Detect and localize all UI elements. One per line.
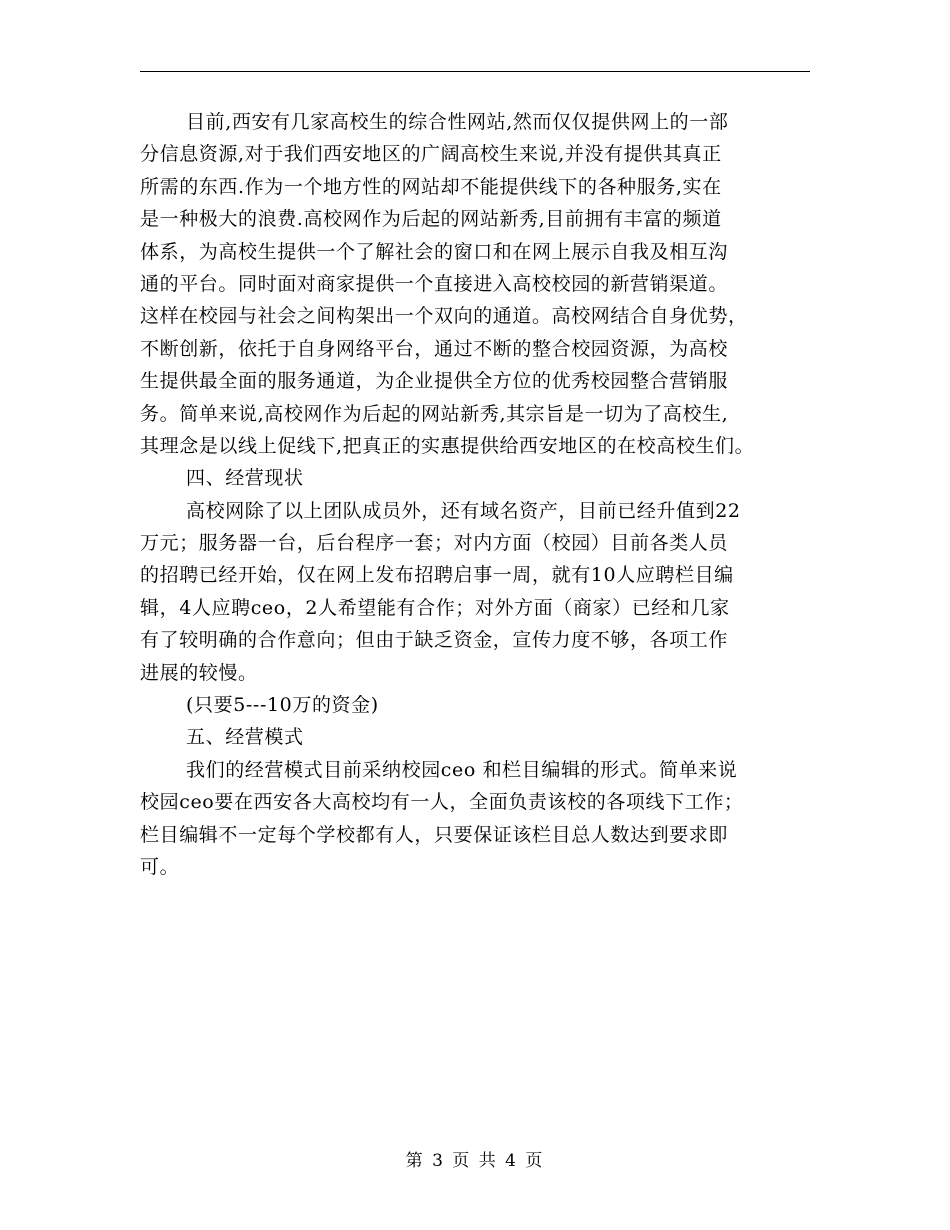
paragraph-line: 其理念是以线上促线下,把真正的实惠提供给西安地区的在校高校生们。 — [140, 434, 755, 457]
paragraph-line: 体系，为高校生提供一个了解社会的窗口和在网上展示自我及相互沟 — [140, 240, 729, 263]
paragraph-line: 不断创新，依托于自身网络平台，通过不断的整合校园资源，为高校 — [140, 337, 729, 360]
paragraph-line: 有了较明确的合作意向；但由于缺乏资金，宣传力度不够，各项工作 — [140, 629, 729, 652]
paragraph-line: 栏目编辑不一定每个学校都有人，只要保证该栏目总人数达到要求即 — [140, 823, 729, 846]
paragraph-line: 是一种极大的浪费.高校网作为后起的网站新秀,目前拥有丰富的频道 — [140, 208, 722, 231]
header-rule — [140, 71, 810, 72]
paragraph-line: 进展的较慢。 — [140, 661, 258, 684]
paragraph-line: 这样在校园与社会之间构架出一个双向的通道。高校网结合自身优势， — [140, 305, 748, 328]
paragraph-line: 辑，4人应聘ceo，2人希望能有合作；对外方面（商家）已经和几家 — [140, 596, 730, 619]
body-text — [140, 106, 820, 883]
funding-note: (只要5---10万的资金) — [186, 694, 379, 717]
paragraph-line: 通的平台。同时面对商家提供一个直接进入高校校园的新营销渠道。 — [140, 272, 729, 295]
page-number-footer: 第 3 页 共 4 页 — [405, 1151, 545, 1171]
paragraph-line: 可。 — [140, 855, 180, 878]
paragraph-line: 校园ceo要在西安各大高校均有一人，全面负责该校的各项线下工作； — [140, 791, 744, 814]
paragraph-line: 分信息资源,对于我们西安地区的广阔高校生来说,并没有提供其真正 — [140, 143, 722, 166]
paragraph-line: 目前,西安有几家高校生的综合性网站,然而仅仅提供网上的一部 — [186, 111, 729, 133]
paragraph-line: 万元；服务器一台，后台程序一套；对内方面（校园）目前各类人员 — [140, 532, 729, 555]
section-heading-operation-status: 四、经营现状 — [186, 467, 304, 490]
paragraph-line: 生提供最全面的服务通道，为企业提供全方位的优秀校园整合营销服 — [140, 370, 729, 393]
paragraph-line: 务。简单来说,高校网作为后起的网站新秀,其宗旨是一切为了高校生, — [140, 402, 729, 425]
paragraph-line: 所需的东西.作为一个地方性的网站却不能提供线下的各种服务,实在 — [140, 175, 722, 198]
paragraph-line: 高校网除了以上团队成员外，还有域名资产，目前已经升值到22 — [186, 499, 741, 522]
paragraph-line: 的招聘已经开始，仅在网上发布招聘启事一周，就有10人应聘栏目编 — [140, 564, 734, 587]
section-heading-operation-model: 五、经营模式 — [186, 726, 304, 749]
paragraph-line: 我们的经营模式目前采纳校园ceo 和栏目编辑的形式。简单来说 — [186, 758, 738, 781]
